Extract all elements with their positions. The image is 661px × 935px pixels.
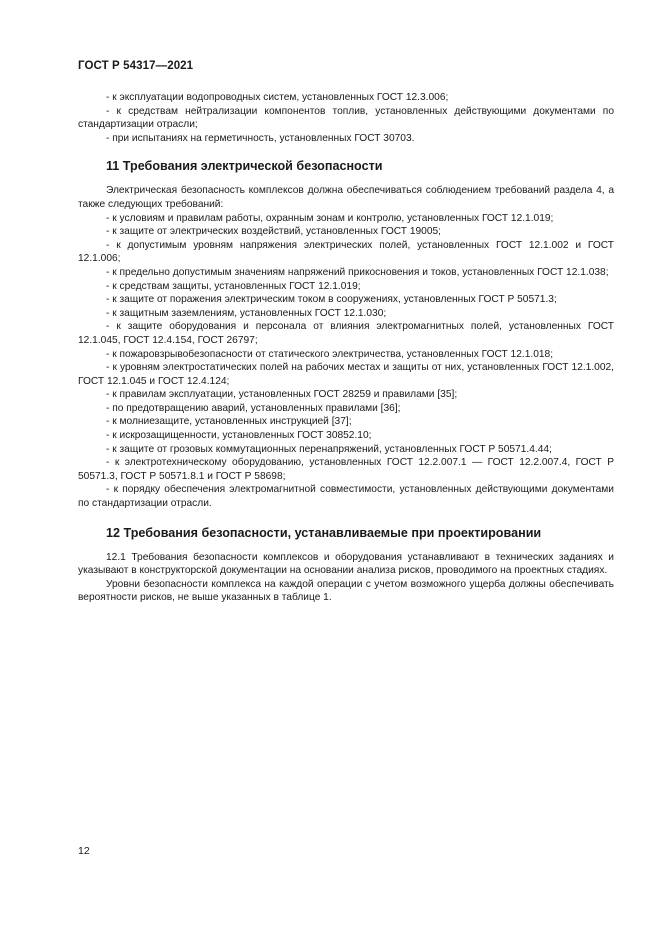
list-item: - к защите от грозовых коммутационных перенапряжений, установленных ГОСТ Р 50571.4.44; — [106, 443, 552, 455]
list-item: - к порядку обеспечения электромагнитной совместимости, установленных действующими документами по стандартизации отрасли. — [78, 484, 614, 510]
section-11-lead: Электрическая безопасность комплексов должна обеспечиваться соблюдением требований раздела 4, а также следующих требований: — [78, 185, 614, 210]
list-item: - к защите от поражения электрическим током в сооружениях, установленных ГОСТ Р 50571.3; — [106, 294, 557, 306]
section-12-title: 12 Требования безопасности, устанавливаемые при проектировании — [106, 525, 542, 540]
list-item: - к защите оборудования и персонала от влияния электромагнитных полей, установленных ГОСТ 12.1.045, ГОСТ 12.4.154, ГОСТ 26797; — [78, 321, 614, 346]
section-12-paragraph: Уровни безопасности комплекса на каждой операции с учетом возможного ущерба должны обеспечивать вероятности рисков, не выше указанных в таблице 1. — [78, 578, 614, 604]
list-item: - к эксплуатации водопроводных систем, установленных ГОСТ 12.3.006; — [106, 92, 449, 103]
list-item: - при испытаниях на герметичность, установленных ГОСТ 30703. — [106, 132, 415, 144]
list-item: - по предотвращению аварий, установленных правилами [36]; — [106, 402, 401, 414]
list-item: - к средствам защиты, установленных ГОСТ 12.1.019; — [106, 280, 361, 292]
list-item: - к защите от электрических воздействий, установленных ГОСТ 19005; — [106, 226, 442, 238]
list-item: - к уровням электростатических полей на рабочих местах и защиты от них, установленных ГОСТ 12.1.002, ГОСТ 12.1.045 и ГОСТ 12.4.124; — [78, 362, 614, 387]
section-11-title: 11 Требования электрической безопасности — [106, 159, 383, 174]
list-item: - к правилам эксплуатации, установленных ГОСТ 28259 и правилами [35]; — [106, 389, 458, 401]
page-content — [78, 91, 614, 605]
list-item: - к молниезащите, установленных инструкцией [37]; — [106, 416, 352, 428]
list-item: - к искрозащищенности, установленных ГОСТ 30852.10; — [106, 430, 372, 442]
list-item: - к допустимым уровням напряжения электрических полей, установленных ГОСТ 12.1.002 и ГОСТ 12.1.006; — [78, 239, 614, 265]
list-item: - к предельно допустимым значениям напряжений прикосновения и токов, установленных ГОСТ 12.1.038; — [106, 266, 609, 278]
list-item: - к электротехническому оборудованию, установленных ГОСТ 12.2.007.1 — ГОСТ 12.2.007.4, ГОСТ Р 50571.3, ГОСТ Р 50571.8.1 и ГОСТ Р 58698; — [78, 457, 614, 482]
list-item: - к средствам нейтрализации компонентов топлив, установленных действующими документами по стандартизации отрасли; — [78, 105, 614, 131]
section-12-paragraph: 12.1 Требования безопасности комплексов и оборудования устанавливают в технических заданиях и указывают в конструкторской документации на основании анализа рисков, проводимого на проектных стадиях. — [78, 551, 614, 577]
list-item: - к условиям и правилам работы, охранным зонам и контролю, установленных ГОСТ 12.1.019; — [106, 212, 554, 224]
list-item: - к пожаровзрывобезопасности от статического электричества, установленных ГОСТ 12.1.018; — [106, 348, 554, 360]
page-number: 12 — [78, 845, 90, 857]
list-item: - к защитным заземлениям, установленных ГОСТ 12.1.030; — [106, 307, 387, 319]
document-header: ГОСТ Р 54317—2021 — [78, 60, 194, 72]
